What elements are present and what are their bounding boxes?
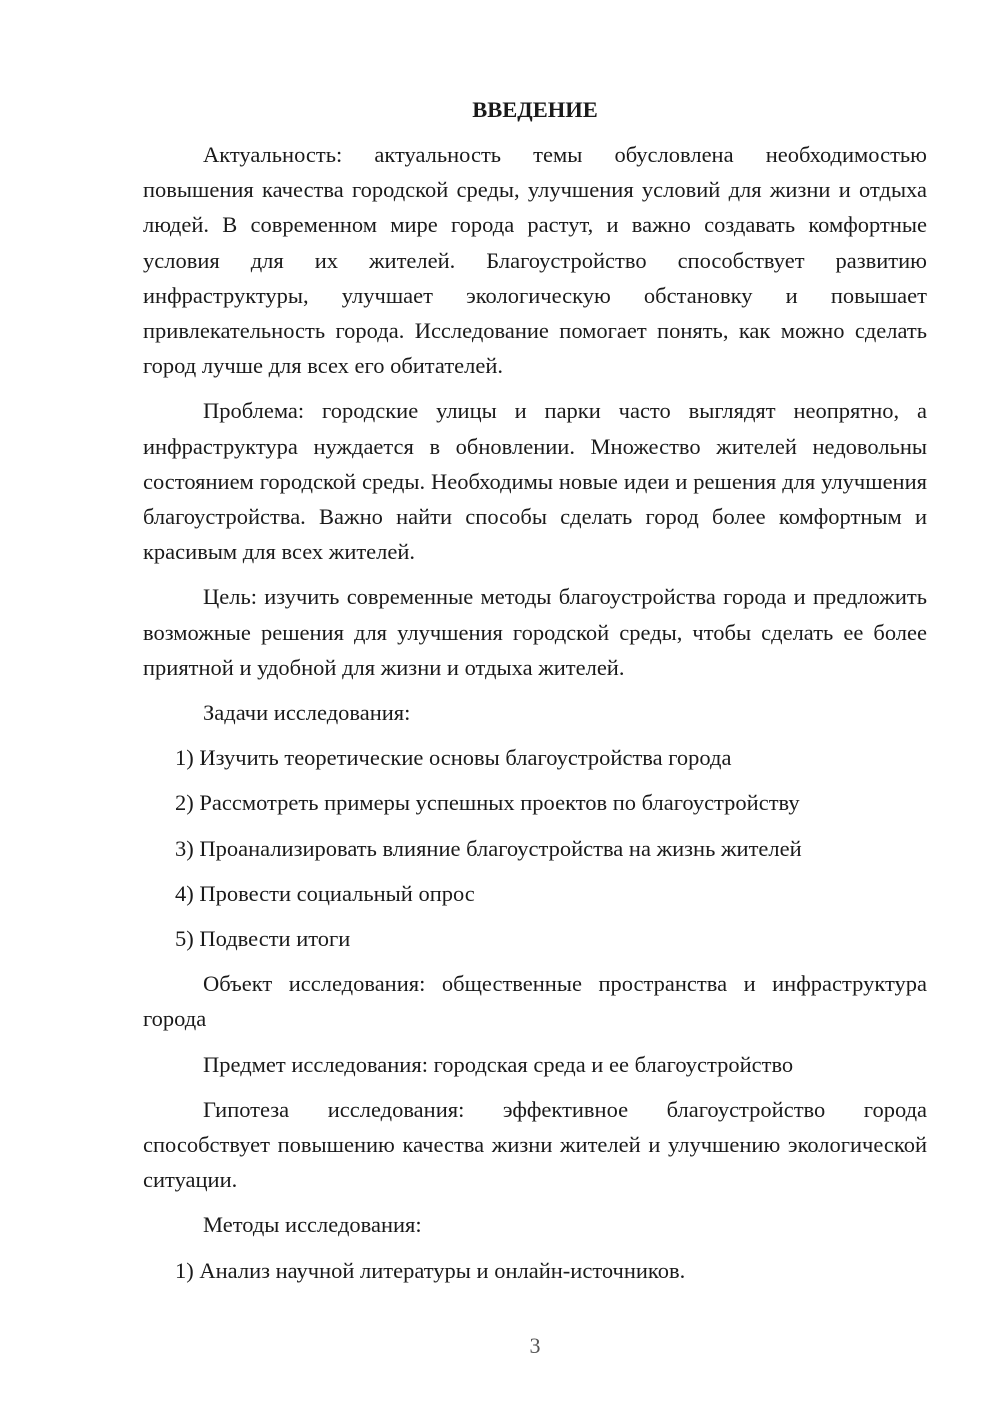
- page-number: 3: [529, 1333, 541, 1358]
- goal-paragraph: Цель: изучить современные методы благоустройства города и предложить возможные решения для улучшения городской среды, чтобы сделать ее более приятной и удобной для жизни и отдыха жителей.: [143, 584, 927, 680]
- tasks-heading: Задачи исследования:: [203, 700, 411, 726]
- subject-line: Предмет исследования: городская среда и ее благоустройство: [203, 1051, 794, 1077]
- problem-paragraph: Проблема: городские улицы и парки часто выглядят неопрятно, а инфраструктура нуждается в обновлении. Множество жителей недовольны состоянием городской среды. Необходимы новые идеи и решения для улучшения благоустройства. Важно найти способы сделать город более комфортным и красивым для всех жителей.: [143, 398, 927, 565]
- task-item: 3) Проанализировать влияние благоустройства на жизнь жителей: [175, 835, 802, 861]
- hypothesis-paragraph: Гипотеза исследования: эффективное благоустройство города способствует повышению качества жизни жителей и улучшению экологической ситуации.: [143, 1096, 927, 1193]
- task-item: 2) Рассмотреть примеры успешных проектов по благоустройству: [175, 790, 800, 816]
- task-item: 1) Изучить теоретические основы благоустройства города: [175, 745, 732, 771]
- task-item: 5) Подвести итоги: [175, 926, 351, 952]
- methods-heading: Методы исследования:: [203, 1212, 422, 1238]
- task-item: 4) Провести социальный опрос: [175, 880, 475, 906]
- section-title: ВВЕДЕНИЕ: [472, 97, 598, 122]
- document-page: [143, 92, 927, 1298]
- method-item: 1) Анализ научной литературы и онлайн-источников.: [175, 1257, 686, 1283]
- object-paragraph: Объект исследования: общественные пространства и инфраструктура города: [143, 971, 927, 1032]
- relevance-paragraph: Актуальность: актуальность темы обусловлена необходимостью повышения качества городской среды, улучшения условий для жизни и отдыха людей. В современном мире города растут, и важно создавать комфортные условия для их жителей. Благоустройство способствует развитию инфраструктуры, улучшает экологическую обстановку и повышает привлекательность города. Исследование помогает понять, как можно сделать город лучше для всех его обитателей.: [143, 142, 927, 379]
